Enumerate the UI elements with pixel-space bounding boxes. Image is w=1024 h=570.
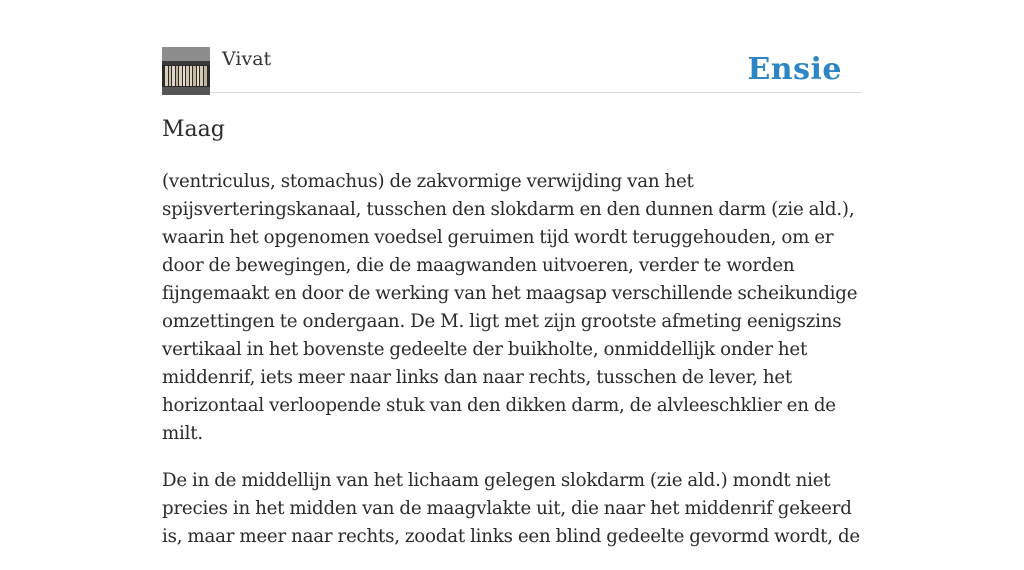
article-paragraph: (ventriculus, stomachus) de zakvormige verwijding van het spijsverteringskanaal, tusschen den slokdarm en den dunnen darm (zie ald.), waarin het opgenomen voedsel geruimen tijd wordt teruggehouden, om er door de bewegingen, die de maagwanden uitvoeren, verder te worden fijngemaakt en door de werking van het maagsap verschillende scheikundige omzettingen te ondergaan. De M. ligt met zijn grootste afmeting eenigszins vertikaal in het bovenste gedeelte der buikholte, onmiddellijk onder het middenrif, iets meer naar links dan naar rechts, tusschen de lever, het horizontaal verloopende stuk van den dikken darm, de alvleeschklier en de milt. [162,171,858,444]
page-title: Maag [162,117,225,142]
author-avatar[interactable] [162,47,210,95]
author-name[interactable]: Vivat [222,48,272,70]
site-logo[interactable]: Ensie [747,52,842,87]
header [162,46,862,93]
bookshelf-avatar-icon [162,47,210,95]
article-body [162,168,866,570]
article-page [162,0,862,547]
article-paragraph: De in de middellijn van het lichaam gelegen slokdarm (zie ald.) mondt niet precies in het midden van de maagvlakte uit, die naar het middenrif gekeerd is, maar meer naar rechts, zoodat links een blind gedeelte gevormd wordt, de [162,470,860,547]
